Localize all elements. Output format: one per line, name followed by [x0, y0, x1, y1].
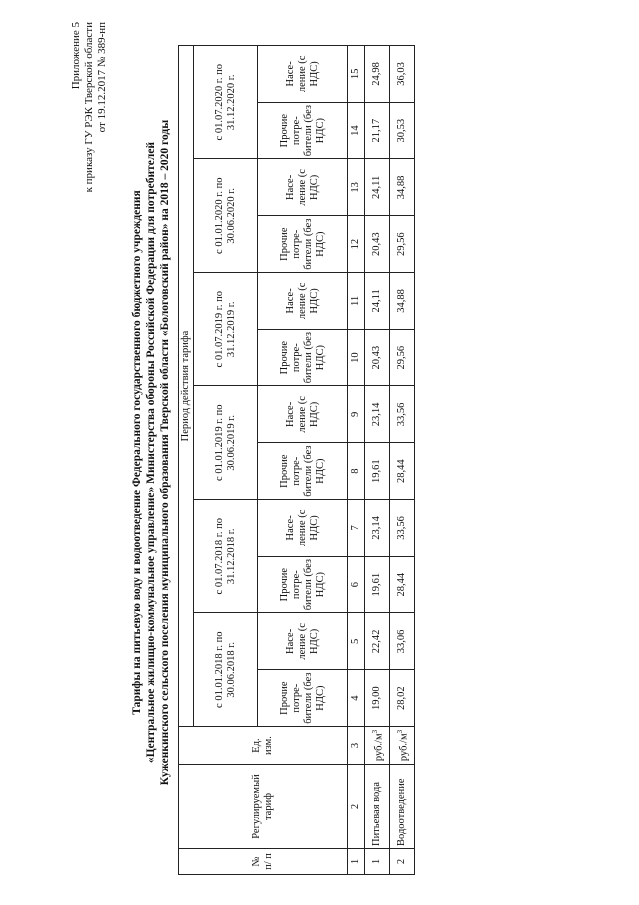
tariff-value-cell: 19,61	[365, 556, 390, 613]
column-number: 2	[348, 765, 365, 849]
tariff-value-cell: 20,43	[365, 216, 390, 273]
subheader-other-consumers: Прочие потре- бители (без НДС)	[258, 443, 348, 500]
tariff-table	[178, 45, 415, 875]
header-unit: Ед. изм.	[179, 727, 348, 765]
tariff-value-cell: 23,14	[365, 500, 390, 557]
column-number: 1	[348, 849, 365, 875]
title-line-2: «Центральное жилищно-коммунальное управление» Министерства обороны Российской Федерации для потребителей	[145, 141, 157, 764]
subheader-population: Насе- ление (с НДС)	[258, 273, 348, 330]
header-period-2: с 01.07.2018 г. по 31.12.2018 г.	[194, 500, 258, 614]
tariff-value-cell: 34,88	[390, 159, 415, 216]
tariff-value-cell: 23,14	[365, 386, 390, 443]
tariff-value-cell: 28,02	[390, 670, 415, 727]
tariff-value-cell: 20,43	[365, 329, 390, 386]
appendix-note	[70, 22, 109, 192]
header-period-3: с 01.01.2019 г. по 30.06.2019 г.	[194, 386, 258, 500]
tariff-value-cell: 29,56	[390, 216, 415, 273]
tariff-value-cell: 30,53	[390, 102, 415, 159]
row-unit	[390, 727, 415, 765]
title-line-3: Куженкинского сельского поселения муниципального образования Тверской области «Бологовский район» на 2018 – 2020 годы	[159, 119, 171, 786]
appendix-line-1: Приложение 5	[70, 22, 82, 90]
tariff-value-cell: 19,61	[365, 443, 390, 500]
subheader-population: Насе- ление (с НДС)	[258, 386, 348, 443]
tariff-value-cell: 19,00	[365, 670, 390, 727]
column-number: 13	[348, 159, 365, 216]
tariff-value-cell: 28,44	[390, 556, 415, 613]
tariff-value-cell: 24,11	[365, 159, 390, 216]
row-name: Питьевая вода	[365, 765, 390, 849]
header-num: № п/ п	[179, 849, 348, 875]
tariff-value-cell: 33,56	[390, 500, 415, 557]
unit-text: руб./м	[398, 733, 410, 762]
header-period-1: с 01.01.2018 г. по 30.06.2018 г.	[194, 613, 258, 727]
tariff-value-cell: 34,88	[390, 273, 415, 330]
subheader-other-consumers: Прочие потре- бители (без НДС)	[258, 556, 348, 613]
column-number: 9	[348, 386, 365, 443]
tariff-value-cell: 29,56	[390, 329, 415, 386]
tariff-value-cell: 22,42	[365, 613, 390, 670]
column-number: 15	[348, 46, 365, 103]
column-number: 6	[348, 556, 365, 613]
tariff-value-cell: 24,98	[365, 46, 390, 103]
column-number: 8	[348, 443, 365, 500]
column-number: 12	[348, 216, 365, 273]
column-number: 4	[348, 670, 365, 727]
appendix-line-3: от 19.12.2017 № 389-нп	[96, 22, 108, 133]
header-period: Период действия тарифа	[179, 46, 194, 727]
header-period-5: с 01.01.2020 г. по 30.06.2020 г.	[194, 159, 258, 273]
column-number: 11	[348, 273, 365, 330]
tariff-value-cell: 21,17	[365, 102, 390, 159]
header-period-6: с 01.07.2020 г. по 31.12.2020 г.	[194, 46, 258, 160]
subheader-other-consumers: Прочие потре- бители (без НДС)	[258, 670, 348, 727]
row-unit	[365, 727, 390, 765]
row-num: 2	[390, 849, 415, 875]
tariff-value-cell: 33,06	[390, 613, 415, 670]
unit-sup: 3	[395, 729, 404, 734]
subheader-population: Насе- ление (с НДС)	[258, 613, 348, 670]
column-number: 10	[348, 329, 365, 386]
header-period-4: с 01.07.2019 г. по 31.12.2019 г.	[194, 273, 258, 387]
document-title	[130, 0, 172, 905]
column-number: 5	[348, 613, 365, 670]
column-number: 7	[348, 500, 365, 557]
column-number: 3	[348, 727, 365, 765]
subheader-population: Насе- ление (с НДС)	[258, 159, 348, 216]
unit-text: руб./м	[373, 733, 385, 762]
subheader-other-consumers: Прочие потре- бители (без НДС)	[258, 102, 348, 159]
tariff-value-cell: 36,03	[390, 46, 415, 103]
tariff-table-wrapper	[178, 45, 415, 875]
row-num: 1	[365, 849, 390, 875]
subheader-population: Насе- ление (с НДС)	[258, 500, 348, 557]
tariff-value-cell: 33,56	[390, 386, 415, 443]
title-line-1: Тарифы на питьевую воду и водоотведение Федерального государственного бюджетного учреждения	[131, 190, 143, 715]
subheader-other-consumers: Прочие потре- бители (без НДС)	[258, 329, 348, 386]
tariff-value-cell: 24,11	[365, 273, 390, 330]
subheader-population: Насе- ление (с НДС)	[258, 46, 348, 103]
header-tariff: Регулируемый тариф	[179, 765, 348, 849]
column-number: 14	[348, 102, 365, 159]
unit-sup: 3	[370, 729, 379, 734]
tariff-value-cell: 28,44	[390, 443, 415, 500]
row-name: Водоотведение	[390, 765, 415, 849]
subheader-other-consumers: Прочие потре- бители (без НДС)	[258, 216, 348, 273]
appendix-line-2: к приказу ГУ РЭК Тверской области	[83, 22, 95, 193]
